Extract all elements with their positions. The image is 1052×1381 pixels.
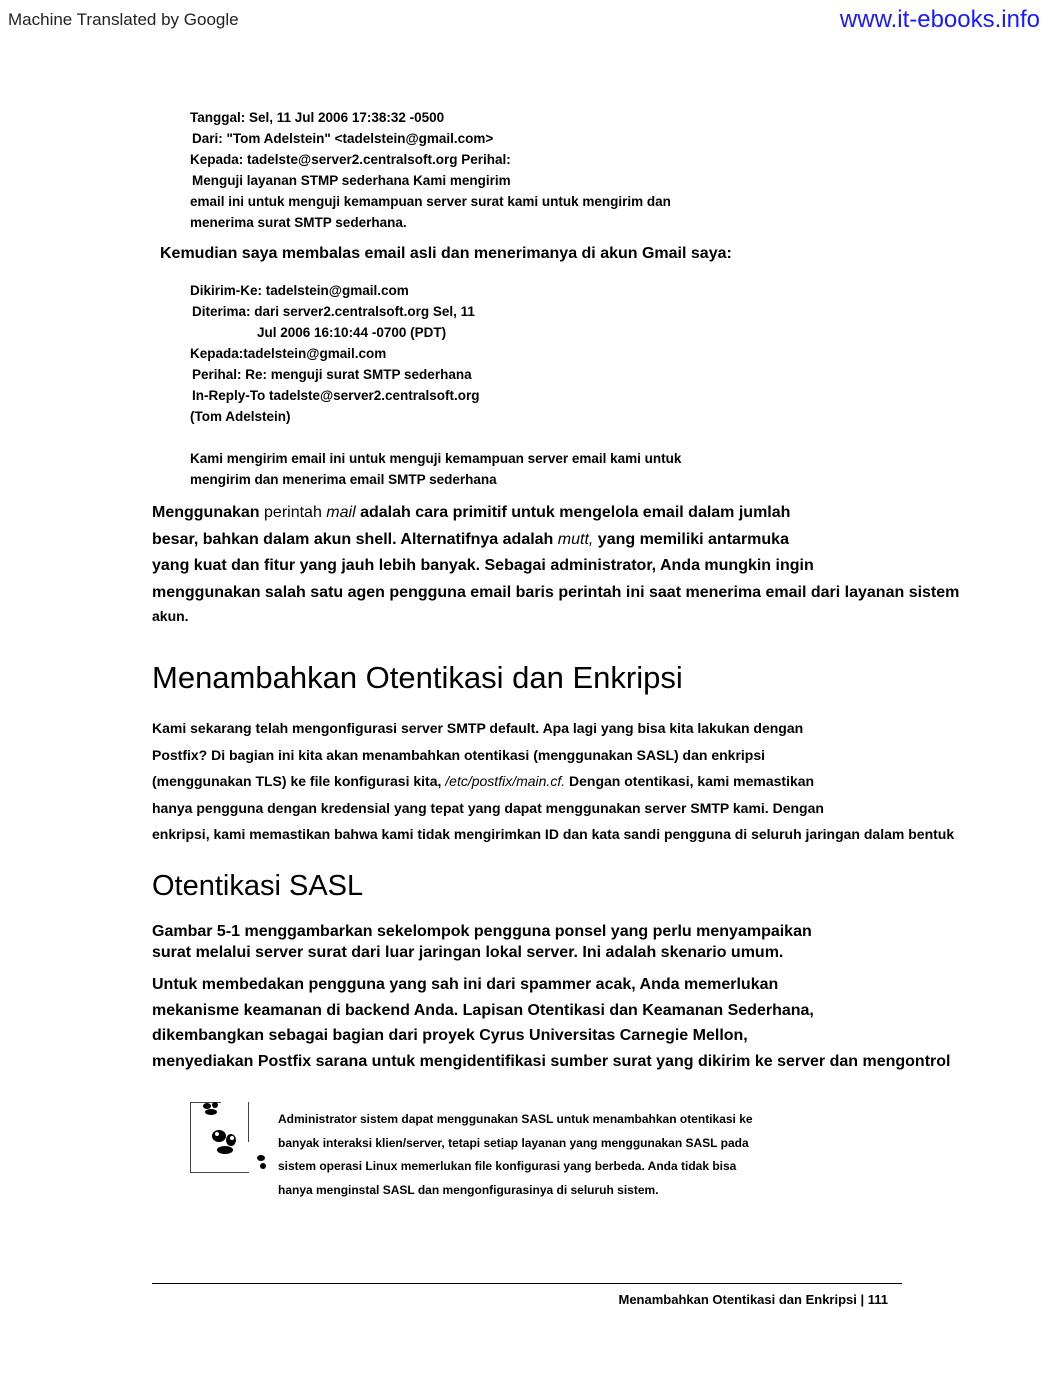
- section-heading: Menambahkan Otentikasi dan Enkripsi: [152, 660, 683, 695]
- paragraph-line: Kami sekarang telah mengonfigurasi server SMTP default. Apa lagi yang bisa kita lakukan dengan: [152, 720, 804, 736]
- delivered-to-line: Dikirim-Ke: tadelstein@gmail.com: [190, 283, 409, 298]
- note-line: Administrator sistem dapat menggunakan SASL untuk menambahkan otentikasi ke: [278, 1112, 753, 1126]
- note-box: [278, 1108, 753, 1202]
- email-from-line: Dari: "Tom Adelstein" <tadelstein@gmail.com>: [192, 131, 494, 146]
- text-span: adalah cara primitif untuk mengelola email dalam jumlah: [355, 504, 791, 521]
- translation-notice: Machine Translated by Google: [8, 10, 239, 29]
- paragraph-auth-encryption: [152, 715, 954, 848]
- paragraph-line: surat melalui server surat dari luar jaringan lokal server. Ini adalah skenario umum.: [152, 944, 784, 961]
- received-date-line: Jul 2006 16:10:44 -0700 (PDT): [257, 325, 447, 340]
- paragraph-line: menggunakan salah satu agen pengguna email baris perintah ini saat menerima email dari layanan sistem: [152, 583, 960, 601]
- text-span: Menggunakan: [152, 504, 265, 521]
- paragraph-line: Untuk membedakan pengguna yang sah ini dari spammer acak, Anda memerlukan: [152, 976, 779, 993]
- sender-name-line: (Tom Adelstein): [190, 409, 291, 424]
- note-line: sistem operasi Linux memerlukan file konfigurasi yang berbeda. Anda tidak bisa: [278, 1159, 737, 1173]
- email-date-line: Tanggal: Sel, 11 Jul 2006 17:38:32 -0500: [190, 110, 445, 125]
- reply-intro-text: Kemudian saya membalas email asli dan menerimanya di akun Gmail saya:: [160, 245, 732, 262]
- email-body-line: menerima surat SMTP sederhana.: [190, 215, 407, 230]
- paragraph-mail-clients: [152, 500, 959, 626]
- reply-body-line: mengirim dan menerima email SMTP sederhana: [190, 472, 497, 487]
- note-line: banyak interaksi klien/server, tetapi setiap layanan yang menggunakan SASL pada: [278, 1135, 749, 1150]
- owl-icon: [190, 1102, 249, 1173]
- file-path: /etc/postfix/main.cf.: [445, 773, 566, 789]
- in-reply-to-line: In-Reply-To tadelste@server2.centralsoft.org: [192, 388, 480, 403]
- text-span: (menggunakan TLS) ke file konfigurasi kita,: [152, 773, 446, 789]
- email-body-line: email ini untuk menguji kemampuan server surat kami untuk mengirim dan: [190, 194, 671, 209]
- email-headers-original: [190, 107, 671, 233]
- text-span: Dengan otentikasi, kami memastikan: [565, 773, 815, 789]
- paragraph-line: hanya pengguna dengan kredensial yang tepat yang dapat menggunakan server SMTP kami. Dengan: [152, 799, 824, 816]
- email-headers-reply: [190, 280, 681, 490]
- paragraph-line: akun.: [152, 608, 189, 624]
- footer-divider: [152, 1283, 902, 1284]
- email-to-subject-line: Kepada: tadelste@server2.centralsoft.org Perihal:: [190, 152, 511, 167]
- text-span: besar, bahkan dalam akun shell. Alternatifnya adalah: [152, 530, 558, 548]
- command-name: mail: [326, 504, 356, 521]
- paragraph-line: menyediakan Postfix sarana untuk mengidentifikasi sumber surat yang dikirim ke server dan mengontrol: [152, 1052, 951, 1070]
- paragraph-line: yang kuat dan fitur yang jauh lebih banyak. Sebagai administrator, Anda mungkin ingin: [152, 557, 814, 574]
- site-link[interactable]: www.it-ebooks.info: [839, 6, 1040, 33]
- paragraph-line: enkripsi, kami memastikan bahwa kami tidak mengirimkan ID dan kata sandi pengguna di seluruh jaringan dalam bentuk: [152, 826, 955, 842]
- subject-line: Perihal: Re: menguji surat SMTP sederhana: [192, 367, 472, 382]
- paragraph-sasl: [152, 972, 950, 1074]
- reply-body-line: Kami mengirim email ini untuk menguji kemampuan server email kami untuk: [190, 451, 682, 466]
- paragraph-figure-intro: [152, 921, 812, 963]
- note-line: hanya menginstal SASL dan mengonfigurasinya di seluruh sistem.: [278, 1182, 659, 1197]
- to-line: Kepada:tadelstein@gmail.com: [190, 346, 387, 361]
- received-line: Diterima: dari server2.centralsoft.org Sel, 11: [192, 304, 475, 319]
- running-footer: Menambahkan Otentikasi dan Enkripsi | 111: [618, 1292, 888, 1307]
- paragraph-line: dikembangkan sebagai bagian dari proyek Cyrus Universitas Carnegie Mellon,: [152, 1027, 748, 1044]
- text-span: yang memiliki antarmuka: [593, 530, 789, 548]
- paragraph-line: Postfix? Di bagian ini kita akan menambahkan otentikasi (menggunakan SASL) dan enkripsi: [152, 746, 766, 763]
- text-span: perintah: [264, 504, 327, 521]
- paragraph-line: mekanisme keamanan di backend Anda. Lapisan Otentikasi dan Keamanan Sederhana,: [152, 1001, 814, 1019]
- email-subject-line: Menguji layanan STMP sederhana Kami mengirim: [192, 173, 511, 188]
- subsection-heading: Otentikasi SASL: [152, 870, 364, 902]
- paragraph-line: Gambar 5-1 menggambarkan sekelompok pengguna ponsel yang perlu menyampaikan: [152, 923, 812, 940]
- command-name: mutt,: [557, 530, 594, 548]
